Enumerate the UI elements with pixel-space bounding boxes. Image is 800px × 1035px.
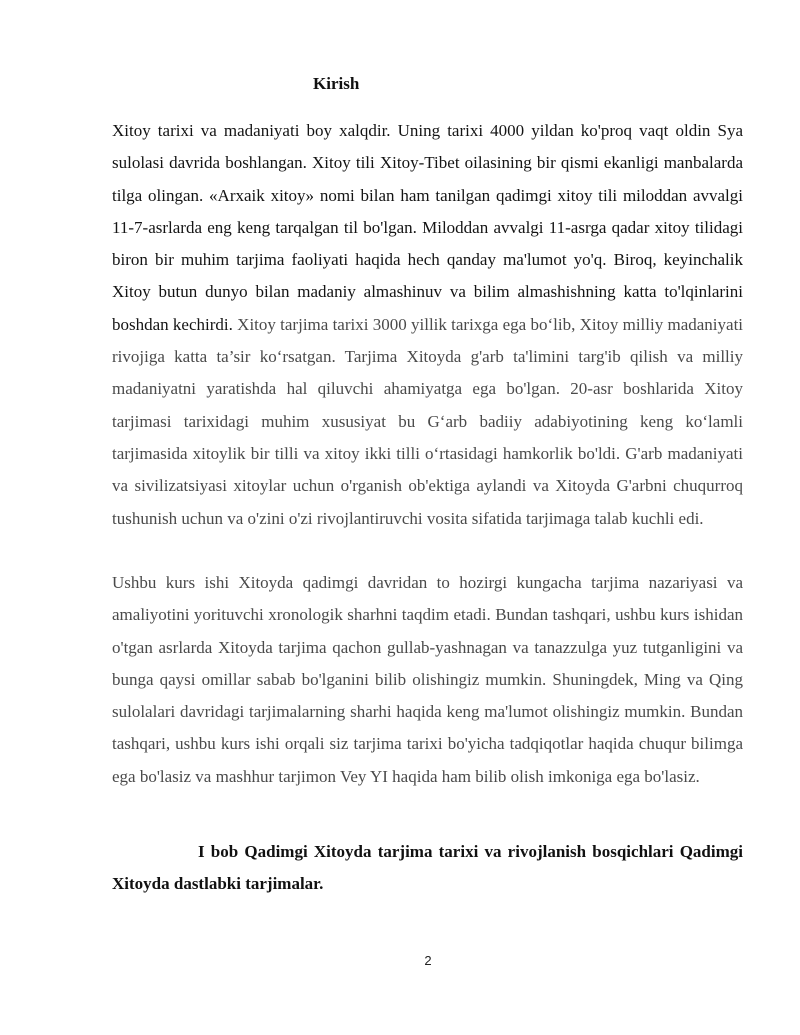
- section-heading-intro: Kirish: [313, 74, 360, 93]
- page-number: 2: [424, 953, 432, 968]
- paragraph-course-overview: Ushbu kurs ishi Xitoyda qadimgi davridan to hozirgi kungacha tarjima nazariyasi va amaliyotini yorituvchi xronologik sharhni taqdim etadi. Bundan tashqari, ushbu kurs ishidan o'tgan asrlarda Xitoyda tarjima qachon gullab-yashnagan va tanazzulga yuz tutganligini va bunga qaysi omillar sabab bo'lganini bilib olishingiz mumkin. Shuningdek, Ming va Qing sulolalari davridagi tarjimalarning sharhi haqida keng ma'lumot olishingiz mumkin. Bundan tashqari, ushbu kurs ishi orqali siz tarjima tarixi bo'yicha tadqiqotlar haqida chuqur bilimga ega bo'lasiz va mashhur tarjimon Vey YI haqida ham bilib olish imkoniga ega bo'lasiz.: [112, 573, 743, 786]
- paragraph-intro-text-dark: Xitoy tarixi va madaniyati boy xalqdir. Uning tarixi 4000 yildan ko'proq vaqt oldin Sya sulolasi davrida boshlangan. Xitoy tili Xitoy-Tibet oilasining bir qismi ekanligi manbalarda tilga olingan. «Arxaik xitoy» nomi bilan ham tanilgan qadimgi xitoy tili miloddan avvalgi 11-7-asrlarda eng keng tarqalgan til bo'lgan. Miloddan avvalgi 11-asrga qadar xitoy tilidagi biron bir muhim tarjima faoliyati haqida hech qanday ma'lumot yo'q. Biroq, keyinchalik Xitoy butun dunyo bilan madaniy almashinuv va bilim almashishning katta to'lqinlarini boshdan kechirdi.: [112, 121, 743, 334]
- paragraph-intro-text-grey: Xitoy tarjima tarixi 3000 yillik tarixga ega bo‘lib, Xitoy milliy madaniyati rivojiga katta ta’sir ko‘rsatgan. Tarjima Xitoyda g'arb ta'limini targ'ib qilish va milliy madaniyatni yaratishda hal qiluvchi ahamiyatga ega bo'lgan. 20-asr boshlarida Xitoy tarjimasi tarixidagi muhim xususiyat bu G‘arb badiiy adabiyotining keng ko‘lamli tarjimasida xitoylik bir tilli va xitoy ikki tilli o‘rtasidagi hamkorlik bo'ldi. G'arb madaniyati va sivilizatsiyasi xitoylar uchun o'rganish ob'ektiga aylandi va Xitoyda G'arbni chuqurroq tushunish uchun va o'zini o'zi rivojlantiruvchi vosita sifatida tarjimaga talab kuchli edi.: [112, 314, 744, 528]
- chapter-heading: [112, 836, 743, 900]
- chapter-heading-text: I bob Qadimgi Xitoyda tarjima tarixi va rivojlanish bosqichlari Qadimgi Xitoyda dastlabki tarjimalar.: [112, 842, 743, 893]
- paragraph-intro-history: [112, 115, 743, 535]
